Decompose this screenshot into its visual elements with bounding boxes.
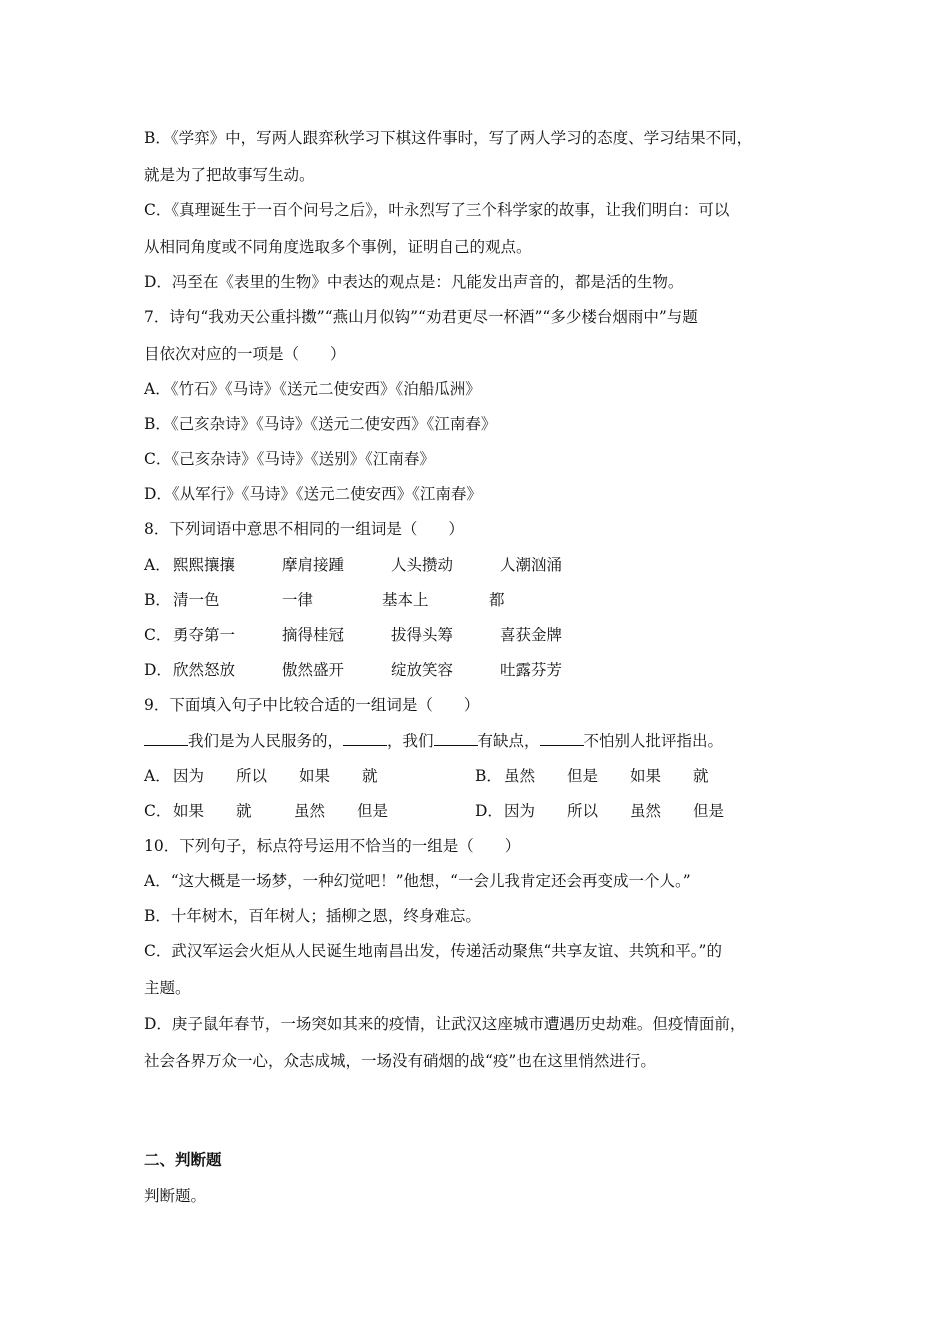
q8-stem: 8．下列词语中意思不相同的一组词是（ ） bbox=[144, 520, 464, 538]
q9-word: 就 bbox=[236, 802, 252, 820]
q6-option-b-line2: 就是为了把故事写生动。 bbox=[144, 166, 315, 184]
q8-option-label: D． bbox=[144, 661, 172, 679]
q9-word: 但是 bbox=[567, 767, 599, 785]
q7-stem-line1: 7．诗句“我劝天公重抖擞”“燕山月似钩”“劝君更尽一杯酒”“多少楼台烟雨中”与题 bbox=[144, 308, 698, 326]
blank-3 bbox=[434, 731, 478, 746]
blank-2 bbox=[343, 731, 387, 746]
q8-word: 吐露芬芳 bbox=[500, 661, 563, 679]
q8-word: 绽放笑容 bbox=[391, 661, 454, 679]
q7-option-a: A．《竹石》《马诗》《送元二使安西》《泊船瓜洲》 bbox=[144, 380, 481, 398]
section-description: 判断题。 bbox=[144, 1187, 207, 1205]
q10-option-d-line1: D．庚子鼠年春节，一场突如其来的疫情，让武汉这座城市遭遇历史劫难。但疫情面前， bbox=[144, 1015, 746, 1033]
q9-word: 如果 bbox=[630, 767, 662, 785]
q9-option-label: D． bbox=[475, 802, 503, 820]
blank-4 bbox=[540, 731, 584, 746]
q9-word: 就 bbox=[693, 767, 709, 785]
q9-stem: 9．下面填入句子中比较合适的一组词是（ ） bbox=[144, 696, 480, 714]
q9-word: 因为 bbox=[504, 802, 536, 820]
q8-word: 基本上 bbox=[382, 591, 429, 609]
q8-option-label: A． bbox=[144, 556, 171, 574]
q8-option-b bbox=[144, 590, 644, 610]
q9-word: 如果 bbox=[173, 802, 205, 820]
q8-word: 欣然怒放 bbox=[173, 661, 236, 679]
q9-option-label: A． bbox=[144, 767, 171, 785]
q9-word: 所以 bbox=[567, 802, 599, 820]
q8-word: 喜获金牌 bbox=[500, 626, 563, 644]
q7-option-d: D．《从军行》《马诗》《送元二使安西》《江南春》 bbox=[144, 485, 482, 503]
q8-word: 都 bbox=[489, 591, 505, 609]
q9-word: 虽然 bbox=[294, 802, 326, 820]
q9-sentence-part: 有缺点， bbox=[477, 732, 540, 750]
q9-option-label: B． bbox=[475, 767, 502, 785]
q8-option-label: B． bbox=[144, 591, 171, 609]
q8-word: 傲然盛开 bbox=[282, 661, 345, 679]
q9-word: 虽然 bbox=[630, 802, 662, 820]
q6-option-d: D．冯至在《表里的生物》中表达的观点是：凡能发出声音的，都是活的生物。 bbox=[144, 273, 684, 291]
q8-option-a bbox=[144, 555, 644, 575]
q9-sentence-part: 我们是为人民服务的， bbox=[188, 732, 344, 750]
q10-option-d-line2: 社会各界万众一心，众志成城，一场没有硝烟的战“疫”也在这里悄然进行。 bbox=[144, 1052, 656, 1070]
q6-option-c-line2: 从相同角度或不同角度选取多个事例，证明自己的观点。 bbox=[144, 238, 532, 256]
q8-word: 勇夺第一 bbox=[173, 626, 236, 644]
q9-sentence bbox=[144, 731, 723, 751]
q9-word: 就 bbox=[362, 767, 378, 785]
q8-word: 清一色 bbox=[173, 591, 220, 609]
q10-option-c-line2: 主题。 bbox=[144, 979, 191, 997]
q9-word: 虽然 bbox=[504, 767, 536, 785]
q10-option-c-line1: C．武汉军运会火炬从人民诞生地南昌出发，传递活动聚焦“共享友谊、共筑和平。”的 bbox=[144, 942, 722, 960]
q8-option-label: C． bbox=[144, 626, 172, 644]
q9-word: 如果 bbox=[299, 767, 331, 785]
q10-stem: 10．下列句子，标点符号运用不恰当的一组是（ ） bbox=[144, 837, 521, 855]
q10-option-b: B．十年树木，百年树人；插柳之恩，终身难忘。 bbox=[144, 907, 481, 925]
section-heading: 二、判断题 bbox=[144, 1150, 222, 1169]
q8-option-d bbox=[144, 660, 644, 680]
q8-word: 一律 bbox=[282, 591, 314, 609]
q6-option-b-line1: B．《学弈》中，写两人跟弈秋学习下棋这件事时，写了两人学习的态度、学习结果不同， bbox=[144, 129, 753, 147]
q8-word: 摩肩接踵 bbox=[282, 556, 345, 574]
q7-option-b: B．《己亥杂诗》《马诗》《送元二使安西》《江南春》 bbox=[144, 415, 497, 433]
q10-option-a: A．“这大概是一场梦，一种幻觉吧！”他想，“一会儿我肯定还会再变成一个人。” bbox=[144, 872, 691, 890]
q7-stem-line2: 目依次对应的一项是（ ） bbox=[144, 345, 346, 363]
q9-options-row-2 bbox=[144, 801, 744, 821]
q6-option-c-line1: C．《真理诞生于一百个问号之后》，叶永烈写了三个科学家的故事，让我们明白：可以 bbox=[144, 201, 730, 219]
q9-options-row-1 bbox=[144, 766, 744, 786]
blank-1 bbox=[144, 731, 188, 746]
q9-sentence-part: 不怕别人批评指出。 bbox=[583, 732, 724, 750]
q8-word: 熙熙攘攘 bbox=[173, 556, 236, 574]
q7-option-c: C．《己亥杂诗》《马诗》《送别》《江南春》 bbox=[144, 450, 435, 468]
q8-word: 摘得桂冠 bbox=[282, 626, 345, 644]
q9-option-label: C． bbox=[144, 802, 172, 820]
q9-word: 但是 bbox=[693, 802, 725, 820]
q8-word: 人潮汹涌 bbox=[500, 556, 563, 574]
q8-option-c bbox=[144, 625, 644, 645]
q8-word: 拔得头筹 bbox=[391, 626, 454, 644]
q9-word: 因为 bbox=[173, 767, 205, 785]
q8-word: 人头攒动 bbox=[391, 556, 454, 574]
q9-sentence-part: ，我们 bbox=[387, 732, 434, 750]
q9-word: 但是 bbox=[357, 802, 389, 820]
q9-word: 所以 bbox=[236, 767, 268, 785]
